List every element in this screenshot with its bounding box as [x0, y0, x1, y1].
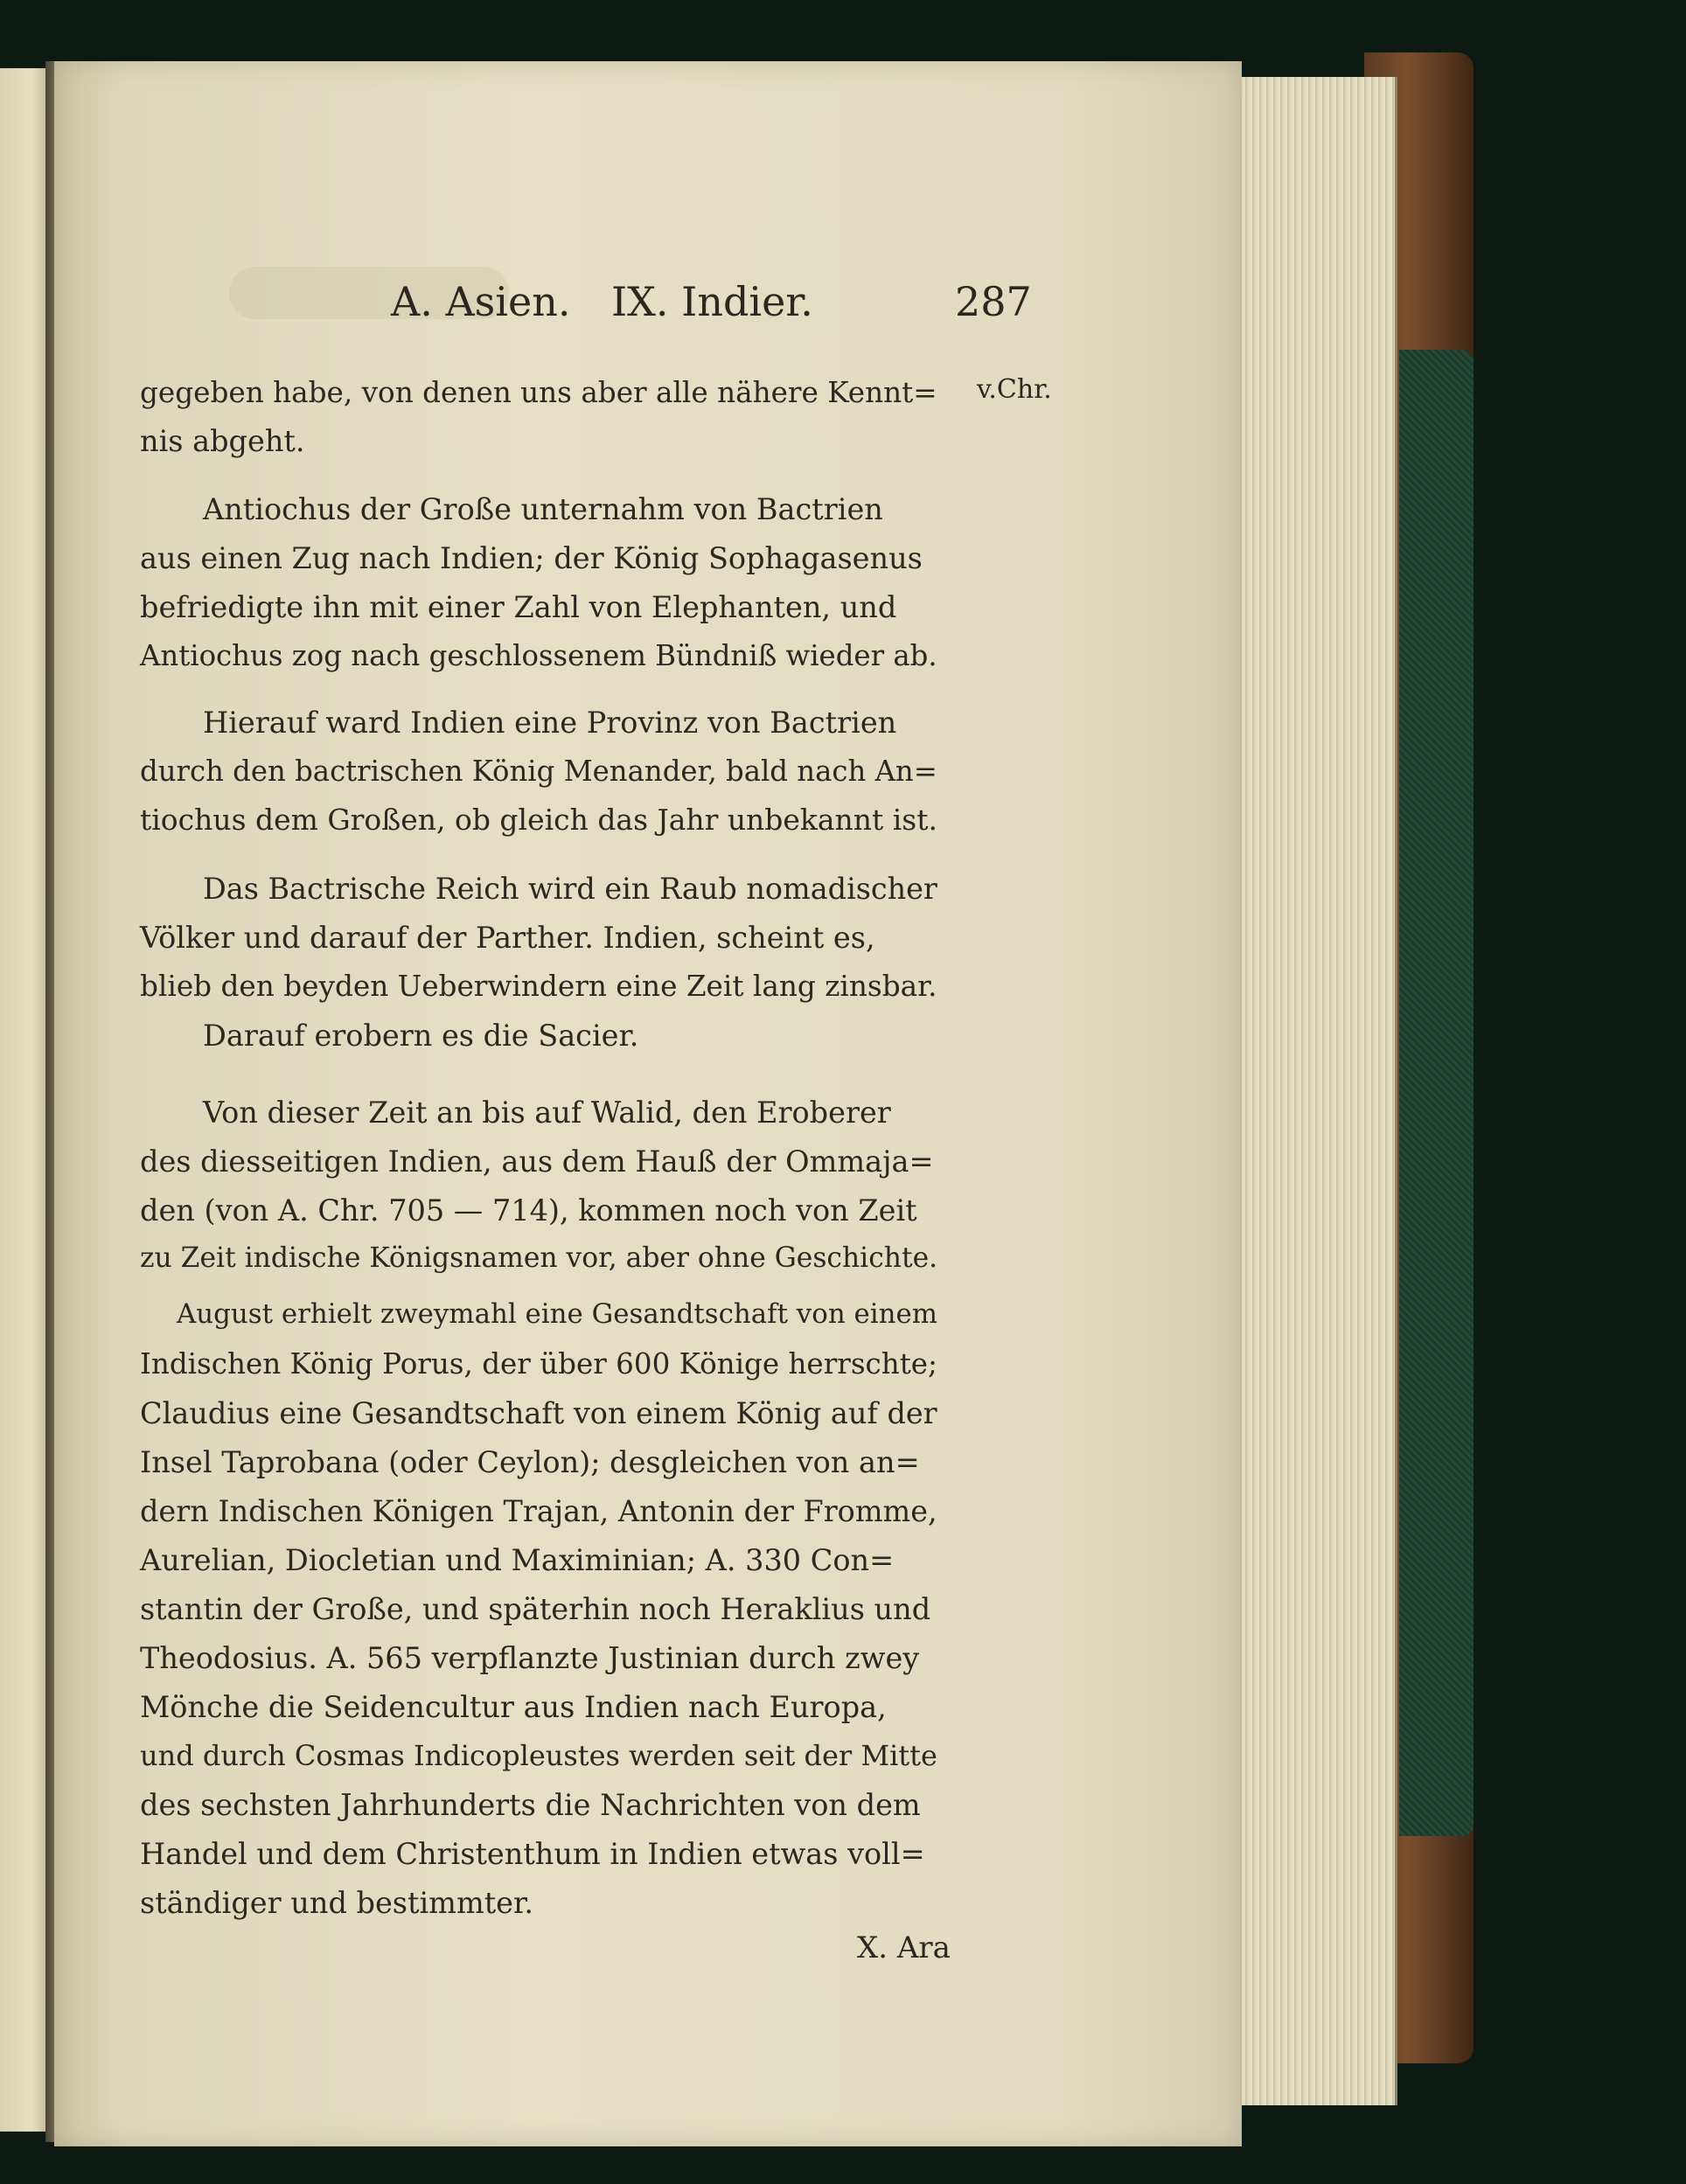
text-line: dern Indischen Königen Trajan, Antonin der Fromme,	[140, 1494, 937, 1528]
text-line: Handel und dem Christenthum in Indien etwas voll=	[140, 1837, 925, 1871]
text-line: zu Zeit indische Königsnamen vor, aber ohne Geschichte.	[140, 1242, 938, 1274]
text-line: den (von A. Chr. 705 — 714), kommen noch von Zeit	[140, 1193, 917, 1228]
text-line: Völker und darauf der Parther. Indien, scheint es,	[140, 921, 875, 955]
text-line: und durch Cosmas Indicopleustes werden seit der Mitte	[140, 1739, 937, 1772]
book-page	[54, 61, 1242, 2146]
margin-note-date: v.Chr.	[977, 374, 1052, 405]
text-line: aus einen Zug nach Indien; der König Sophagasenus	[140, 541, 923, 575]
text-line: Das Bactrische Reich wird ein Raub nomadischer	[203, 872, 937, 906]
previous-page-edge	[0, 68, 52, 2132]
text-line: stantin der Große, und späterhin noch Heraklius und	[140, 1592, 931, 1626]
text-line: des diesseitigen Indien, aus dem Hauß der Ommaja=	[140, 1144, 934, 1179]
text-line: Antiochus zog nach geschlossenem Bündniß wieder ab.	[140, 639, 937, 672]
text-line: Aurelian, Diocletian und Maximinian; A. 330 Con=	[140, 1543, 895, 1577]
text-line: Theodosius. A. 565 verpflanzte Justinian durch zwey	[140, 1641, 920, 1675]
running-title-chapter: IX. Indier.	[611, 278, 813, 325]
text-line: Claudius eine Gesandtschaft von einem König auf der	[140, 1396, 937, 1430]
running-head	[391, 278, 1099, 330]
text-line: ständiger und bestimmter.	[140, 1886, 533, 1920]
text-line: Von dieser Zeit an bis auf Walid, den Eroberer	[203, 1095, 891, 1130]
text-line: gegeben habe, von denen uns aber alle nähere Kennt=	[140, 376, 937, 409]
running-title-region: A. Asien.	[391, 278, 571, 325]
text-line: Mönche die Seidencultur aus Indien nach Europa,	[140, 1690, 887, 1724]
text-line: durch den bactrischen König Menander, bald nach An=	[140, 755, 937, 788]
page-block-edges	[1229, 77, 1397, 2105]
catchword: X. Ara	[857, 1930, 951, 1965]
text-line: blieb den beyden Ueberwindern eine Zeit lang zinsbar.	[140, 970, 937, 1003]
text-line: des sechsten Jahrhunderts die Nachrichten von dem	[140, 1788, 921, 1822]
text-line: August erhielt zweymahl eine Gesandtschaft von einem	[177, 1298, 938, 1330]
text-line: tiochus dem Großen, ob gleich das Jahr unbekannt ist.	[140, 803, 937, 837]
text-line: Hierauf ward Indien eine Provinz von Bactrien	[203, 706, 897, 740]
text-line: Antiochus der Große unternahm von Bactrien	[203, 492, 883, 526]
cover-marbled-board	[1399, 350, 1474, 1836]
text-line: Indischen König Porus, der über 600 Könige herrschte;	[140, 1347, 938, 1381]
text-line: befriedigte ihn mit einer Zahl von Elephanten, und	[140, 590, 897, 624]
page-number: 287	[955, 278, 1032, 325]
text-line: nis abgeht.	[140, 424, 305, 458]
text-line: Insel Taprobana (oder Ceylon); desgleichen von an=	[140, 1445, 920, 1479]
text-line: Darauf erobern es die Sacier.	[203, 1019, 639, 1053]
